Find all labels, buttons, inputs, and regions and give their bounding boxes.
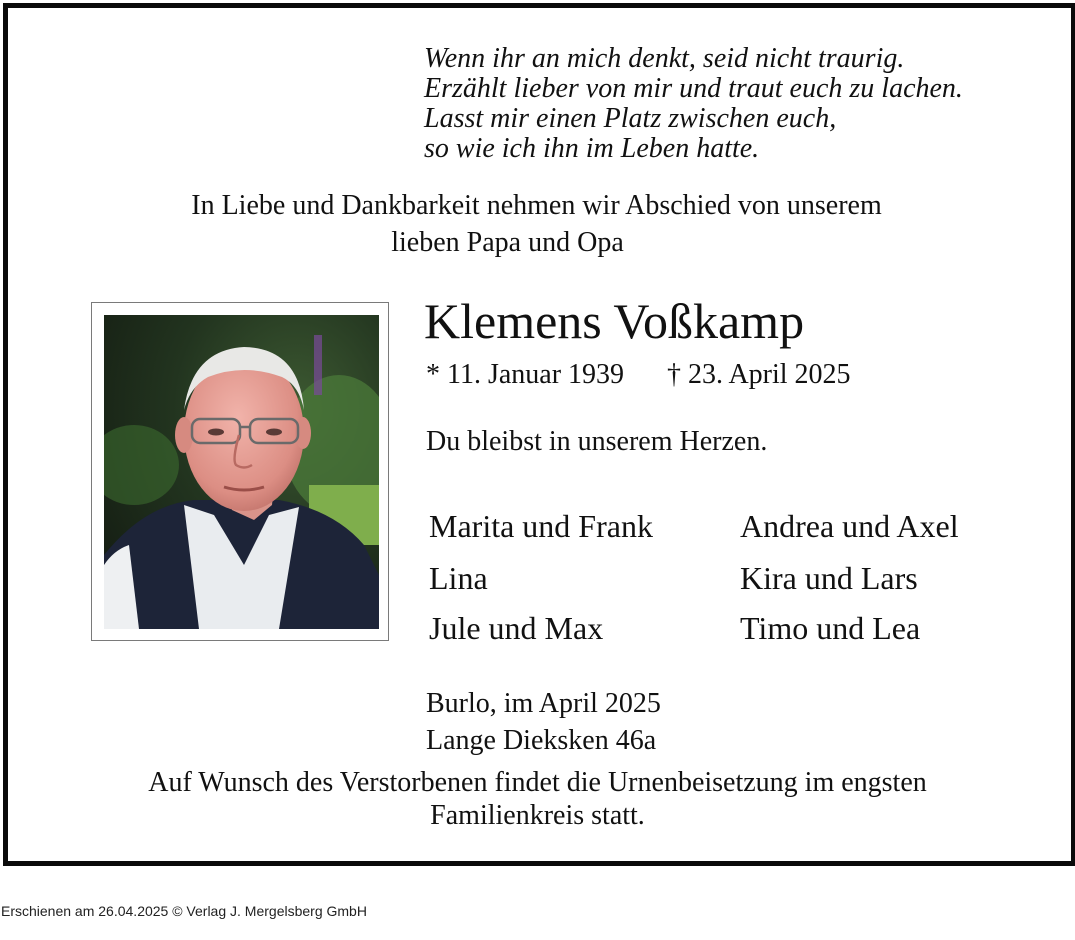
publication-footer: Erschienen am 26.04.2025 © Verlag J. Mergelsberg GmbH <box>1 903 367 919</box>
poem <box>424 44 963 164</box>
family-right-2: Kira und Lars <box>740 560 918 596</box>
family-left-3: Jule und Max <box>429 610 604 646</box>
poem-line: Erzählt lieber von mir und traut euch zu lachen. <box>424 73 963 104</box>
family-left-2: Lina <box>429 560 488 596</box>
poem-line: Lasst mir einen Platz zwischen euch, <box>424 103 837 134</box>
intro-line-1: In Liebe und Dankbarkeit nehmen wir Abschied von unserem <box>191 190 882 221</box>
death-date: † 23. April 2025 <box>667 359 851 390</box>
family-right-3: Timo und Lea <box>740 610 921 646</box>
deceased-name: Klemens Voßkamp <box>424 293 805 349</box>
poem-line: Wenn ihr an mich denkt, seid nicht traurig. <box>424 43 905 74</box>
portrait-photo <box>104 315 379 629</box>
portrait-frame <box>91 302 389 641</box>
birth-date: * 11. Januar 1939 <box>426 359 625 390</box>
motto: Du bleibst in unserem Herzen. <box>426 426 768 457</box>
poem-line: so wie ich ihn im Leben hatte. <box>424 133 760 164</box>
intro-line-2: lieben Papa und Opa <box>391 227 624 258</box>
place-date: Burlo, im April 2025 <box>426 688 661 719</box>
address: Lange Dieksken 46a <box>426 725 657 756</box>
burial-note-line-1: Auf Wunsch des Verstorbenen findet die Urnenbeisetzung im engsten <box>148 767 927 798</box>
family-left-1: Marita und Frank <box>429 508 653 544</box>
family-right-1: Andrea und Axel <box>740 508 959 544</box>
burial-note-line-2: Familienkreis statt. <box>430 800 645 831</box>
